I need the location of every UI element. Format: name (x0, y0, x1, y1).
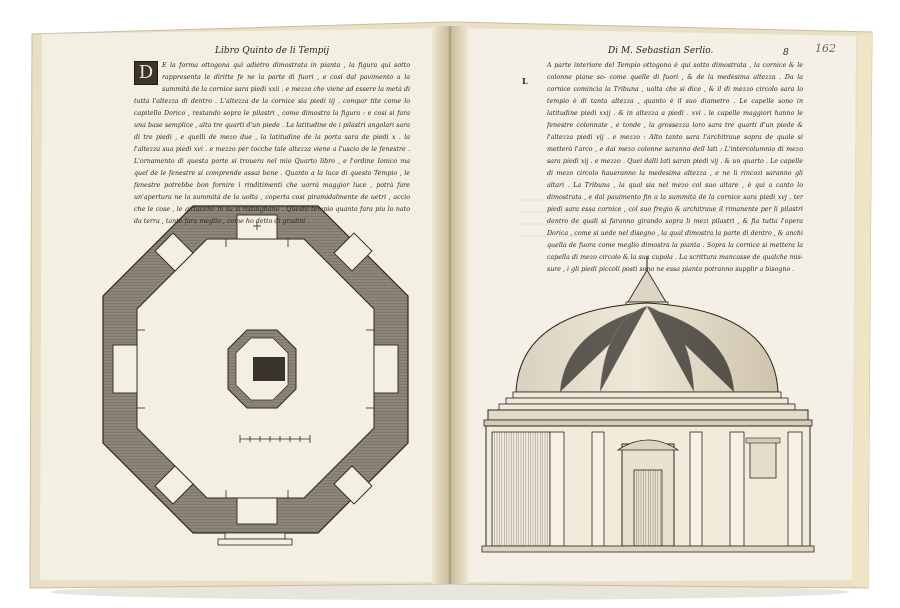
folio-number: 8 (783, 48, 789, 58)
right-page-paragraph: A parte interiore del Tempio ottogono è qui sotto dimostrata , la cornice & le colonne piane so- come quelle di fuori , & de la medesima altezza . Da la cornice comincia la Tribuna , uolta che si dice , & il di mezzo circolo sara lo tempio è di tanta altezza , quanto è il suo diametro . Le capelle sono in latitudine piedi xxij . & in altezza a piedi . xvi . le capelle maggiori hanno le fenestre colonnate , e tonde , la grossezza loro sara tre quarti d'un piede & l'altezza piedi vij . e mezzo : Alto tanto sara l'architraue sopra de quale si metterà l'arco , e dai mezo colonne saranno dell lati : L'intercolumnio di mezo sara piedi xij . e mezzo . Quei dalli lati saran piedi vij . & un quarto . Le capelle di mezo circolo haueranno la medesima altezza , e ne li rincozi saranno gli altari . La Tribuna , la qual sia nel mezo col suo altare , è qui a canto lo dimostrata , e dal pauimento fin a la summità de la cornice sara piedi xvj . ter piedi sara essa cornice , col suo fregio & architraue il rimanente per li pilastri dentro de quali si faranno girando sopra li mezi pilastri , & fia tutta l'opera Dorica , come si uede nel disegno , la qual dimostra la parte di dentro , & anchi quella de fuora come meglio dimostra la pianta . Sopra la cornice si mettera la capella di mezo circolo & la sua cupola . La scrittura mancasse de qualche mis- sure , i gli piedi piccoli posti sono ne essa pianta potranno supplir a bisogno . (547, 62, 803, 273)
pencil-folio-number: 162 (815, 42, 836, 55)
left-page-paragraph: E la forma ottogona qui adietro dimostrata in pianta , la figura qui sotto rappresenta le diritte fe ne la parte di fuori , e cosi dal pavimento a la summità de la cornice sara piedi xxii . e mezzo che viene ad essere la metà di tutta l'altezza di dentro . L'altezza de la cornice sia piedi iij . compar tite come lo capitello Dorico , restando sopra le pilastri , come dimostra la figura : e cosi si fara una base semplice , alta tre quarti d'un piede . La latitudine de i pilastri angolari sara di tre piedi , e quelli de mezo due , la latitudine de la porta sara de piedi x . la l'altezza sua piedi xvi . e mezzo per tocche tale altezza viene a l'uscio de le fenestre . L'ornamento di questa porte si trouera nel mio Quarto libro , e l'ordine Ionico ma quel de le fenestre si comprende assai bene . Quanto a la luce di questo Tempio , le fenestre potrebbe bon fornire i rinditimenti che uorrà maggior luce , potrà fare un'apertura ne la summità de la uolta , coperta cosi piramidalmente de uetri , accio che le cose , le gittaceno in su si ristinghano . Questo tempio quanto fara piu lo nato da terra , tanto fara meglio , come ho detto di gradini . (134, 62, 410, 225)
decorated-initial-letter: D (134, 61, 158, 85)
left-page-text (134, 60, 410, 225)
right-page-header: Di M. Sebastian Serlio. (608, 46, 714, 56)
margin-letter-marker: L (522, 76, 528, 86)
left-page-header: Libro Quinto de li Tempij (215, 46, 330, 56)
right-page-text (547, 60, 803, 273)
